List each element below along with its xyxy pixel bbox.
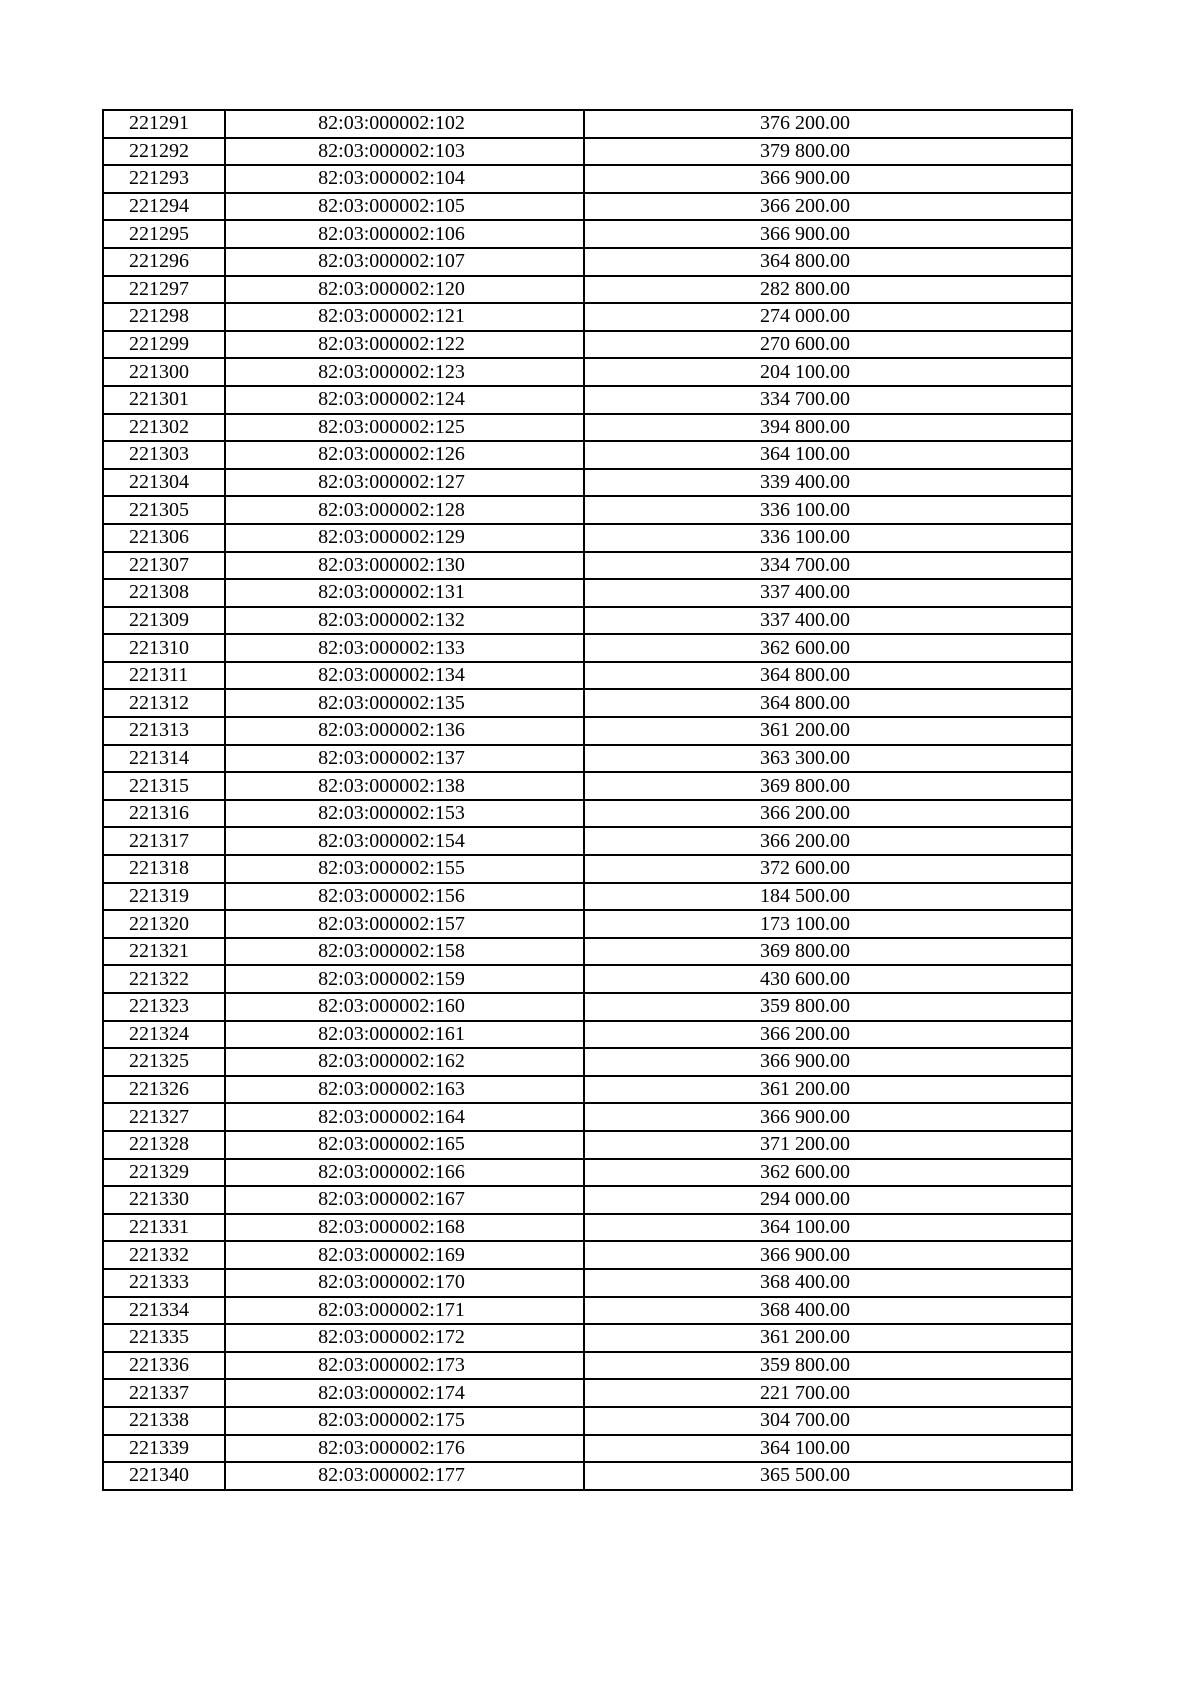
- row-number-cell: 221336: [103, 1352, 225, 1380]
- row-number-cell: 221316: [103, 800, 225, 828]
- table-row: [103, 1048, 1072, 1076]
- cadastral-number-cell: 82:03:000002:172: [225, 1324, 584, 1352]
- cadastral-number-cell: 82:03:000002:173: [225, 1352, 584, 1380]
- cadastral-number-cell: 82:03:000002:122: [225, 331, 584, 359]
- cadastral-value-cell: 337 400.00: [584, 579, 1072, 607]
- cadastral-value-cell: 394 800.00: [584, 414, 1072, 442]
- row-number-cell: 221315: [103, 772, 225, 800]
- cadastral-number-cell: 82:03:000002:156: [225, 883, 584, 911]
- table-row: [103, 772, 1072, 800]
- cadastral-value-cell: 368 400.00: [584, 1269, 1072, 1297]
- row-number-cell: 221337: [103, 1379, 225, 1407]
- cadastral-value-cell: 334 700.00: [584, 386, 1072, 414]
- cadastral-number-cell: 82:03:000002:126: [225, 441, 584, 469]
- table-row: [103, 607, 1072, 635]
- table-row: [103, 1352, 1072, 1380]
- table-row: [103, 1076, 1072, 1104]
- cadastral-value-cell: 362 600.00: [584, 634, 1072, 662]
- cadastral-value-cell: 362 600.00: [584, 1159, 1072, 1187]
- cadastral-number-cell: 82:03:000002:174: [225, 1379, 584, 1407]
- table-row: [103, 358, 1072, 386]
- table-row: [103, 1186, 1072, 1214]
- row-number-cell: 221295: [103, 220, 225, 248]
- table-row: [103, 827, 1072, 855]
- row-number-cell: 221305: [103, 496, 225, 524]
- cadastral-value-cell: 282 800.00: [584, 276, 1072, 304]
- row-number-cell: 221311: [103, 662, 225, 690]
- cadastral-number-cell: 82:03:000002:159: [225, 965, 584, 993]
- table-row: [103, 1021, 1072, 1049]
- cadastral-value-cell: 376 200.00: [584, 110, 1072, 138]
- cadastral-number-cell: 82:03:000002:136: [225, 717, 584, 745]
- cadastral-number-cell: 82:03:000002:164: [225, 1103, 584, 1131]
- table-row: [103, 1297, 1072, 1325]
- row-number-cell: 221318: [103, 855, 225, 883]
- cadastral-value-cell: 274 000.00: [584, 303, 1072, 331]
- cadastral-number-cell: 82:03:000002:175: [225, 1407, 584, 1435]
- table-row: [103, 689, 1072, 717]
- cadastral-number-cell: 82:03:000002:125: [225, 414, 584, 442]
- cadastral-number-cell: 82:03:000002:177: [225, 1462, 584, 1490]
- table-row: [103, 386, 1072, 414]
- table-row: [103, 1379, 1072, 1407]
- cadastral-value-cell: 371 200.00: [584, 1131, 1072, 1159]
- cadastral-value-cell: 430 600.00: [584, 965, 1072, 993]
- row-number-cell: 221308: [103, 579, 225, 607]
- table-row: [103, 220, 1072, 248]
- cadastral-value-cell: 369 800.00: [584, 772, 1072, 800]
- table-row: [103, 110, 1072, 138]
- cadastral-value-cell: 366 900.00: [584, 1103, 1072, 1131]
- row-number-cell: 221309: [103, 607, 225, 635]
- table-row: [103, 441, 1072, 469]
- cadastral-number-cell: 82:03:000002:104: [225, 165, 584, 193]
- row-number-cell: 221306: [103, 524, 225, 552]
- cadastral-number-cell: 82:03:000002:160: [225, 993, 584, 1021]
- cadastral-number-cell: 82:03:000002:106: [225, 220, 584, 248]
- cadastral-number-cell: 82:03:000002:161: [225, 1021, 584, 1049]
- table-row: [103, 1407, 1072, 1435]
- cadastral-value-cell: 336 100.00: [584, 524, 1072, 552]
- cadastral-value-cell: 379 800.00: [584, 138, 1072, 166]
- table-row: [103, 993, 1072, 1021]
- table-row: [103, 1462, 1072, 1490]
- cadastral-value-cell: 366 200.00: [584, 193, 1072, 221]
- table-row: [103, 883, 1072, 911]
- cadastral-number-cell: 82:03:000002:120: [225, 276, 584, 304]
- cadastral-number-cell: 82:03:000002:165: [225, 1131, 584, 1159]
- cadastral-number-cell: 82:03:000002:163: [225, 1076, 584, 1104]
- row-number-cell: 221331: [103, 1214, 225, 1242]
- table-row: [103, 414, 1072, 442]
- table-row: [103, 745, 1072, 773]
- cadastral-number-cell: 82:03:000002:162: [225, 1048, 584, 1076]
- row-number-cell: 221339: [103, 1435, 225, 1463]
- row-number-cell: 221314: [103, 745, 225, 773]
- cadastral-value-cell: 366 900.00: [584, 1048, 1072, 1076]
- cadastral-value-cell: 304 700.00: [584, 1407, 1072, 1435]
- row-number-cell: 221303: [103, 441, 225, 469]
- table-row: [103, 1214, 1072, 1242]
- row-number-cell: 221307: [103, 552, 225, 580]
- cadastral-value-cell: 366 900.00: [584, 165, 1072, 193]
- table-row: [103, 1159, 1072, 1187]
- row-number-cell: 221325: [103, 1048, 225, 1076]
- table-row: [103, 1324, 1072, 1352]
- table-row: [103, 1103, 1072, 1131]
- row-number-cell: 221326: [103, 1076, 225, 1104]
- cadastral-number-cell: 82:03:000002:158: [225, 938, 584, 966]
- table-row: [103, 248, 1072, 276]
- cadastral-number-cell: 82:03:000002:153: [225, 800, 584, 828]
- row-number-cell: 221321: [103, 938, 225, 966]
- cadastral-number-cell: 82:03:000002:155: [225, 855, 584, 883]
- table-row: [103, 276, 1072, 304]
- cadastral-number-cell: 82:03:000002:123: [225, 358, 584, 386]
- row-number-cell: 221296: [103, 248, 225, 276]
- cadastral-value-cell: 204 100.00: [584, 358, 1072, 386]
- cadastral-value-cell: 359 800.00: [584, 1352, 1072, 1380]
- cadastral-number-cell: 82:03:000002:107: [225, 248, 584, 276]
- table-row: [103, 303, 1072, 331]
- table-row: [103, 662, 1072, 690]
- row-number-cell: 221292: [103, 138, 225, 166]
- row-number-cell: 221328: [103, 1131, 225, 1159]
- row-number-cell: 221322: [103, 965, 225, 993]
- cadastral-value-cell: 359 800.00: [584, 993, 1072, 1021]
- cadastral-number-cell: 82:03:000002:131: [225, 579, 584, 607]
- cadastral-value-cell: 184 500.00: [584, 883, 1072, 911]
- cadastral-value-cell: 270 600.00: [584, 331, 1072, 359]
- row-number-cell: 221319: [103, 883, 225, 911]
- cadastral-number-cell: 82:03:000002:137: [225, 745, 584, 773]
- cadastral-value-cell: 366 200.00: [584, 800, 1072, 828]
- cadastral-number-cell: 82:03:000002:176: [225, 1435, 584, 1463]
- cadastral-number-cell: 82:03:000002:103: [225, 138, 584, 166]
- table-row: [103, 496, 1072, 524]
- cadastral-value-cell: 364 800.00: [584, 689, 1072, 717]
- cadastral-number-cell: 82:03:000002:169: [225, 1241, 584, 1269]
- row-number-cell: 221294: [103, 193, 225, 221]
- table-row: [103, 524, 1072, 552]
- table-row: [103, 1241, 1072, 1269]
- cadastral-value-cell: 364 100.00: [584, 441, 1072, 469]
- cadastral-number-cell: 82:03:000002:102: [225, 110, 584, 138]
- row-number-cell: 221320: [103, 910, 225, 938]
- table-row: [103, 138, 1072, 166]
- cadastral-number-cell: 82:03:000002:170: [225, 1269, 584, 1297]
- table-row: [103, 1269, 1072, 1297]
- row-number-cell: 221317: [103, 827, 225, 855]
- cadastral-value-cell: 363 300.00: [584, 745, 1072, 773]
- cadastral-value-cell: 221 700.00: [584, 1379, 1072, 1407]
- cadastral-value-cell: 334 700.00: [584, 552, 1072, 580]
- table-row: [103, 1435, 1072, 1463]
- row-number-cell: 221334: [103, 1297, 225, 1325]
- row-number-cell: 221327: [103, 1103, 225, 1131]
- cadastral-number-cell: 82:03:000002:154: [225, 827, 584, 855]
- row-number-cell: 221332: [103, 1241, 225, 1269]
- cadastral-number-cell: 82:03:000002:124: [225, 386, 584, 414]
- row-number-cell: 221304: [103, 469, 225, 497]
- table-row: [103, 331, 1072, 359]
- row-number-cell: 221323: [103, 993, 225, 1021]
- cadastral-number-cell: 82:03:000002:121: [225, 303, 584, 331]
- cadastral-value-cell: 294 000.00: [584, 1186, 1072, 1214]
- cadastral-number-cell: 82:03:000002:134: [225, 662, 584, 690]
- cadastral-number-cell: 82:03:000002:166: [225, 1159, 584, 1187]
- cadastral-value-cell: 364 800.00: [584, 662, 1072, 690]
- table-row: [103, 552, 1072, 580]
- table-row: [103, 1131, 1072, 1159]
- row-number-cell: 221330: [103, 1186, 225, 1214]
- table-row: [103, 717, 1072, 745]
- cadastral-value-cell: 364 800.00: [584, 248, 1072, 276]
- row-number-cell: 221324: [103, 1021, 225, 1049]
- cadastral-value-cell: 339 400.00: [584, 469, 1072, 497]
- cadastral-value-cell: 361 200.00: [584, 717, 1072, 745]
- table-row: [103, 965, 1072, 993]
- cadastral-number-cell: 82:03:000002:105: [225, 193, 584, 221]
- row-number-cell: 221312: [103, 689, 225, 717]
- cadastral-number-cell: 82:03:000002:135: [225, 689, 584, 717]
- row-number-cell: 221329: [103, 1159, 225, 1187]
- cadastral-value-cell: 372 600.00: [584, 855, 1072, 883]
- row-number-cell: 221333: [103, 1269, 225, 1297]
- cadastral-value-cell: 366 900.00: [584, 1241, 1072, 1269]
- cadastral-number-cell: 82:03:000002:168: [225, 1214, 584, 1242]
- table-row: [103, 165, 1072, 193]
- cadastral-value-cell: 365 500.00: [584, 1462, 1072, 1490]
- row-number-cell: 221338: [103, 1407, 225, 1435]
- table-row: [103, 855, 1072, 883]
- cadastral-value-table: [102, 109, 1073, 1491]
- cadastral-value-cell: 173 100.00: [584, 910, 1072, 938]
- cadastral-value-cell: 361 200.00: [584, 1076, 1072, 1104]
- table-body: [103, 110, 1072, 1490]
- cadastral-value-cell: 368 400.00: [584, 1297, 1072, 1325]
- row-number-cell: 221302: [103, 414, 225, 442]
- table-row: [103, 800, 1072, 828]
- cadastral-number-cell: 82:03:000002:130: [225, 552, 584, 580]
- cadastral-value-cell: 337 400.00: [584, 607, 1072, 635]
- row-number-cell: 221298: [103, 303, 225, 331]
- cadastral-number-cell: 82:03:000002:127: [225, 469, 584, 497]
- cadastral-value-cell: 336 100.00: [584, 496, 1072, 524]
- row-number-cell: 221310: [103, 634, 225, 662]
- table-row: [103, 469, 1072, 497]
- row-number-cell: 221313: [103, 717, 225, 745]
- table-row: [103, 634, 1072, 662]
- table-row: [103, 910, 1072, 938]
- cadastral-value-cell: 366 200.00: [584, 1021, 1072, 1049]
- row-number-cell: 221300: [103, 358, 225, 386]
- row-number-cell: 221297: [103, 276, 225, 304]
- cadastral-value-cell: 366 900.00: [584, 220, 1072, 248]
- cadastral-number-cell: 82:03:000002:157: [225, 910, 584, 938]
- cadastral-number-cell: 82:03:000002:171: [225, 1297, 584, 1325]
- row-number-cell: 221335: [103, 1324, 225, 1352]
- row-number-cell: 221293: [103, 165, 225, 193]
- row-number-cell: 221340: [103, 1462, 225, 1490]
- cadastral-number-cell: 82:03:000002:132: [225, 607, 584, 635]
- cadastral-value-cell: 364 100.00: [584, 1214, 1072, 1242]
- table-row: [103, 193, 1072, 221]
- cadastral-number-cell: 82:03:000002:167: [225, 1186, 584, 1214]
- cadastral-number-cell: 82:03:000002:129: [225, 524, 584, 552]
- cadastral-value-cell: 369 800.00: [584, 938, 1072, 966]
- row-number-cell: 221291: [103, 110, 225, 138]
- table-row: [103, 579, 1072, 607]
- cadastral-value-cell: 366 200.00: [584, 827, 1072, 855]
- cadastral-number-cell: 82:03:000002:133: [225, 634, 584, 662]
- table-row: [103, 938, 1072, 966]
- cadastral-value-cell: 361 200.00: [584, 1324, 1072, 1352]
- row-number-cell: 221299: [103, 331, 225, 359]
- cadastral-number-cell: 82:03:000002:128: [225, 496, 584, 524]
- row-number-cell: 221301: [103, 386, 225, 414]
- cadastral-number-cell: 82:03:000002:138: [225, 772, 584, 800]
- cadastral-value-cell: 364 100.00: [584, 1435, 1072, 1463]
